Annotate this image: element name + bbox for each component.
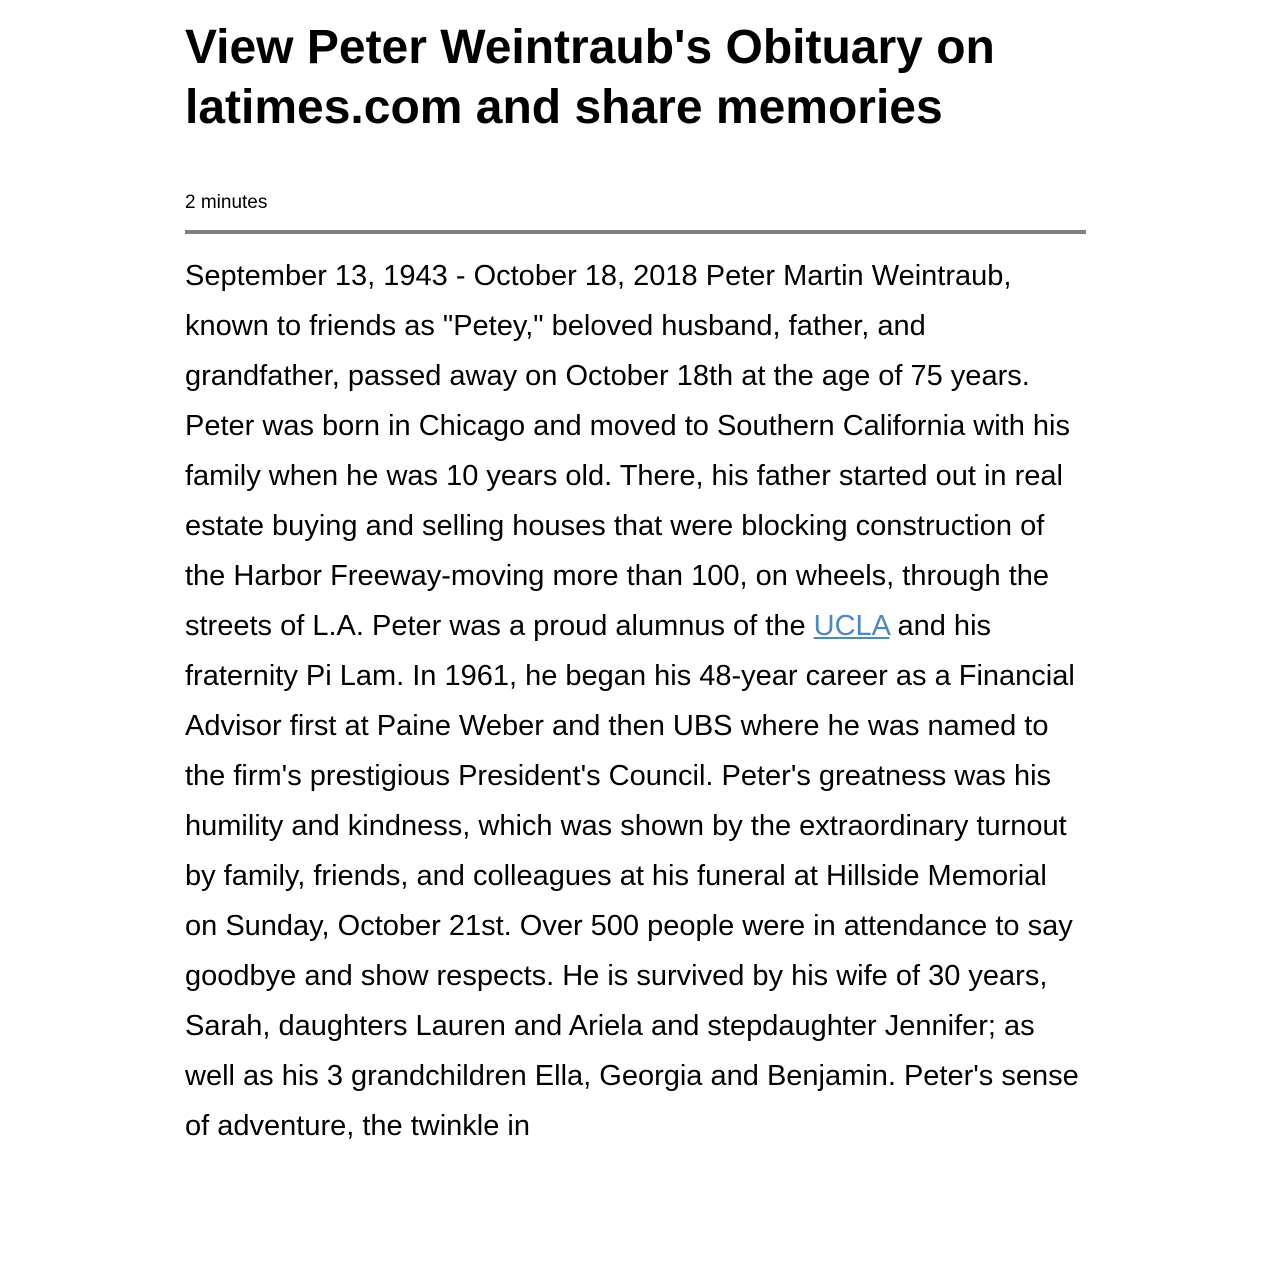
article xyxy=(185,18,1085,1151)
read-time-label: 2 minutes xyxy=(185,192,268,213)
body-text-part-2: and his fraternity Pi Lam. In 1961, he began his 48-year career as a Financial Advisor first at Paine Weber and then UBS where he was named to the firm's prestigious President's Council. Peter's greatness was his humility and kindness, which was shown by the extraordinary turnout by family, friends, and colleagues at his funeral at Hillside Memorial on Sunday, October 21st. Over 500 people were in attendance to say goodbye and show respects. He is survived by his wife of 30 years, Sarah, daughters Lauren and Ariela and stepdaughter Jennifer; as well as his 3 grandchildren Ella, Georgia and Benjamin. Peter's sense of adventure, the twinkle in xyxy=(185,610,1079,1142)
ucla-link[interactable]: UCLA xyxy=(813,610,890,642)
body-text-part-1: September 13, 1943 - October 18, 2018 Peter Martin Weintraub, known to friends as "Petey," beloved husband, father, and grandfather, passed away on October 18th at the age of 75 years. Peter was born in Chicago and moved to Southern California with his family when he was 10 years old. There, his father started out in real estate buying and selling houses that were blocking construction of the Harbor Freeway-moving more than 100, on wheels, through the streets of L.A. Peter was a proud alumnus of the xyxy=(185,260,1070,642)
divider xyxy=(185,230,1086,234)
article-title: View Peter Weintraub's Obituary on latimes.com and share memories xyxy=(185,21,995,134)
article-body xyxy=(185,251,1085,1151)
